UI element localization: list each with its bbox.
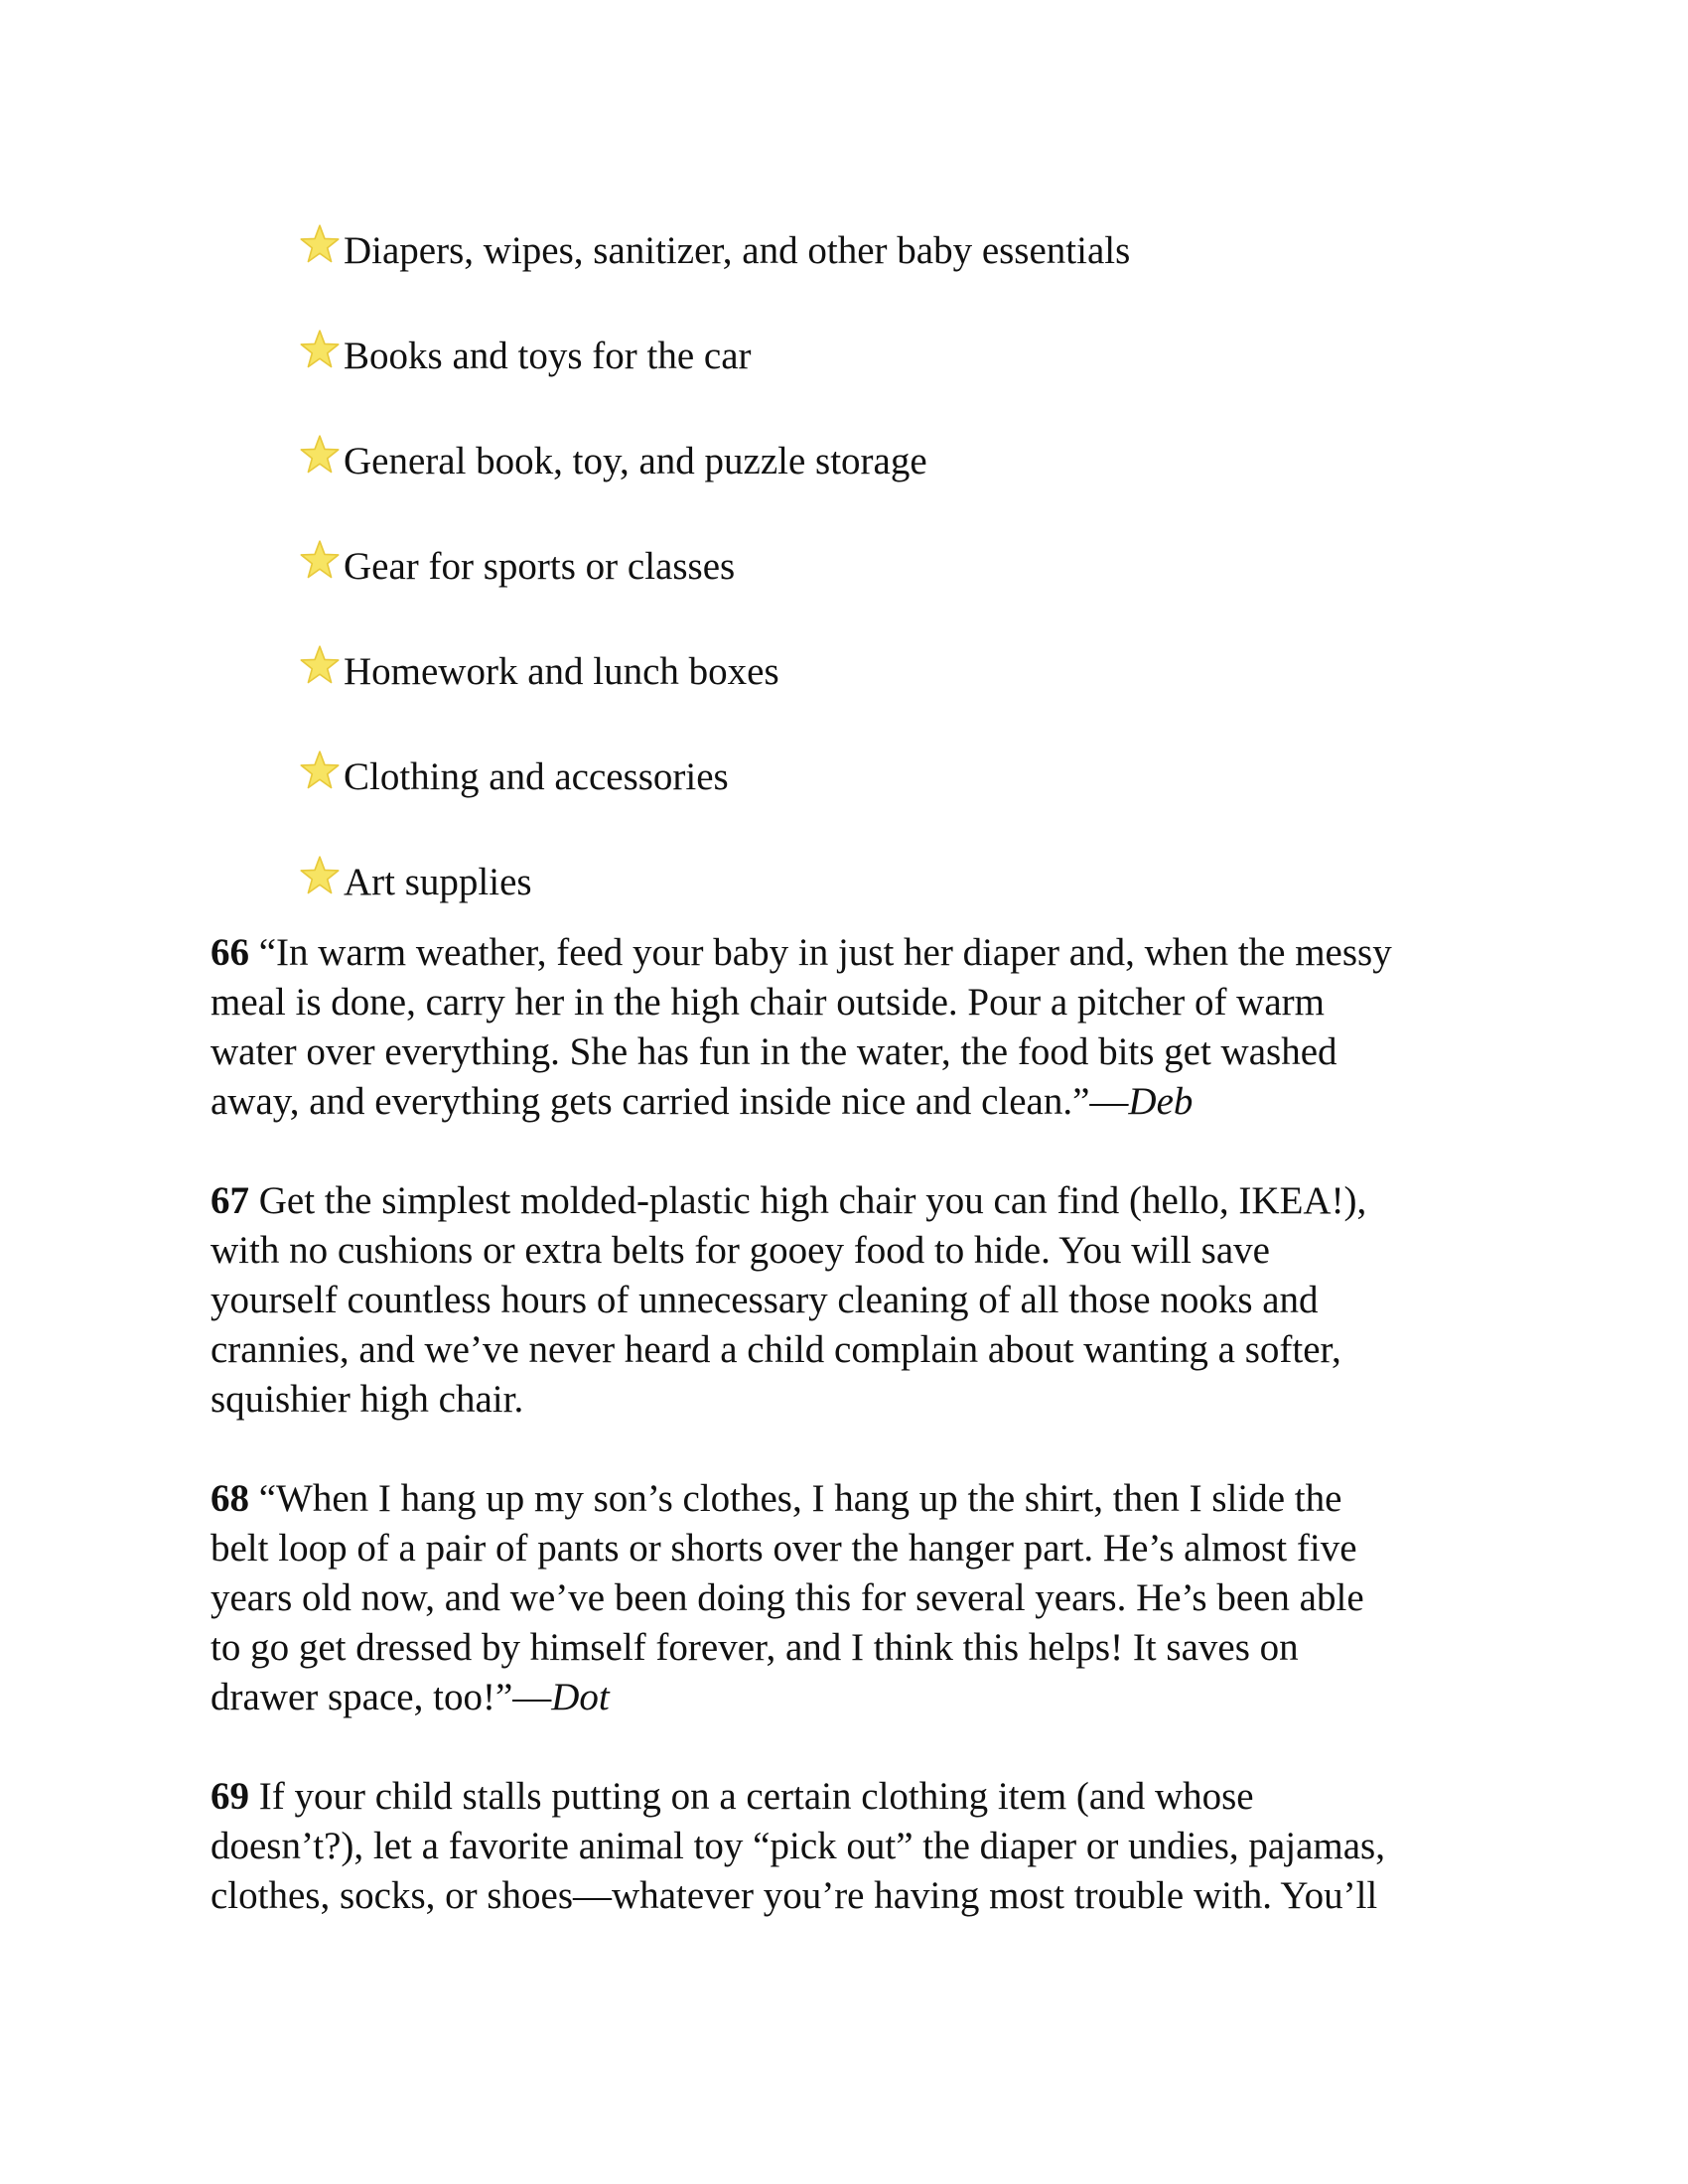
list-item [298,830,1130,935]
tip-attribution: Dot [551,1676,610,1718]
tip-attribution: Deb [1128,1080,1194,1123]
tip-text: Get the simplest molded-plastic high chair you can find (hello, IKEA!), with no cushions or extra belts for gooey food to hide. You will save yourself countless hours of unnecessary cleaning of all those nooks and crannies, and we’ve never heard a child complain about wanting a softer, squishier high chair. [211,1179,1367,1421]
star-icon [298,329,342,372]
tips-section [211,928,1501,1971]
star-icon [298,855,342,898]
list-item [298,409,1130,514]
star-icon [298,223,342,267]
tip-number: 68 [211,1477,249,1520]
star-icon [298,539,342,583]
tip-number: 69 [211,1775,249,1818]
bullet-text: Art supplies [344,861,532,903]
bullet-text: Clothing and accessories [344,755,729,798]
bullet-text: General book, toy, and puzzle storage [344,440,927,482]
list-item [298,725,1130,830]
tip-67-paragraph [211,1176,1501,1425]
bullet-text: Homework and lunch boxes [344,650,779,693]
list-item [298,304,1130,409]
tip-68-paragraph [211,1474,1501,1722]
star-icon [298,750,342,793]
list-item [298,514,1130,619]
tip-number: 67 [211,1179,249,1222]
tip-66-paragraph [211,928,1501,1127]
bullet-text: Diapers, wipes, sanitizer, and other baby essentials [344,229,1131,272]
list-item [298,199,1130,304]
tip-69-paragraph [211,1772,1501,1921]
star-icon [298,644,342,688]
tip-text: “When I hang up my son’s clothes, I hang up the shirt, then I slide the belt loop of a pair of pants or shorts over the hanger part. He’s almost five years old now, and we’ve been doing this for several years. He’s been able to go get dressed by himself forever, and I think this helps! It saves on drawer space, too!”— [211,1477,1364,1718]
list-item [298,619,1130,725]
tip-text: If your child stalls putting on a certain clothing item (and whose doesn’t?), let a favorite animal toy “pick out” the diaper or undies, pajamas, clothes, socks, or shoes—whatever you’re having most trouble with. You’ll [211,1775,1385,1917]
tip-number: 66 [211,931,249,974]
bullet-list [298,199,1130,935]
bullet-text: Books and toys for the car [344,335,752,377]
tip-text: “In warm weather, feed your baby in just her diaper and, when the messy meal is done, carry her in the high chair outside. Pour a pitcher of warm water over everything. She has fun in the water, the food bits get washed away, and everything gets carried inside nice and clean.”— [211,931,1392,1123]
star-icon [298,434,342,478]
bullet-text: Gear for sports or classes [344,545,736,588]
